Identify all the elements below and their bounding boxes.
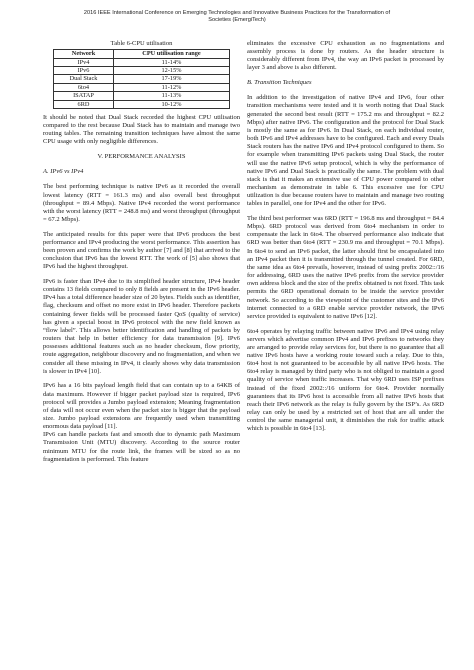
subsection-heading-transition-techniques: B. Transition Techniques: [247, 79, 312, 87]
table-header-network: Network: [54, 50, 114, 58]
table-cell: 11-14%: [114, 58, 230, 66]
table-cell: Dual Stack: [54, 75, 114, 83]
table-cell: 11-12%: [114, 83, 230, 91]
table-row: [54, 58, 230, 66]
paragraph-mtu-discovery: IPv6 can handle packets fast and smooth due to dynamic path Maximum Transmission Unit (MTU) discovery. According to the source router minimum MTU for the route link, the frames will be sized so as no fragmentation is performed. This feature: [43, 431, 240, 463]
paragraph-anticipated-results: The anticipated results for this paper were that IPv6 produces the best performance and IPv4 producing the worst performance. This assertion has been proven and confirms the work by author [7] and [8] that arrived to the conclusion that IPv6 has the lowest RTT. The work of [5] also shows that IPv6 had the highest throughput.: [43, 230, 240, 271]
table-cell: 10-12%: [114, 100, 230, 108]
table-caption: Table 6-CPU utilisation: [110, 40, 173, 47]
subsection-heading-ipv6-vs-ipv4: A. IPv6 vs IPv4: [43, 168, 84, 176]
paragraph-cpu-exhaustion: eliminates the excessive CPU exhaustion as no fragmentations and assembly process is done by routers. As the header structure is considerably different from IPv4, the way an IPv6 packet is processed by layer 3 and above is also different.: [247, 40, 444, 72]
table-row: [54, 75, 230, 83]
right-column: [247, 40, 444, 440]
table-row: [54, 92, 230, 100]
cpu-utilisation-table: [53, 49, 230, 109]
paragraph-dual-stack: In addition to the investigation of native IPv4 and IPv6, four other transition mechanisms were tested and it is worth noting that Dual Stack generated the second best result (RTT = 175.2 ms and throughput = 82.2 Mbps) after native IPv6. The configuration and the protocol for Dual Stack is mostly the same as for IPv6. In Dual Stack, on each individual router, both IPv6 and IPv4 addresses have to be configured. Each and every Duals Stack routers has the native IPv6 and IPv4 protocol configured to them. So for example when transmitting IPv6 packets using Dual Stack, the router will use the native IPv6 setup protocol, which is why the performance of native IPv6 and Dual Stack is practically the same. The problem with dual stack is that it makes an extensive use of CPU power compared to other mechanism as demonstrate in table 6. This excessive use for CPU utilization is due because routers have to maintain and manage two routing tables in parallel, one for IPv4 and the other for IPv6.: [247, 94, 444, 208]
table-cell: IPv4: [54, 58, 114, 66]
paragraph-6to4-relay: 6to4 operates by relaying traffic between native IPv6 and IPv4 using relay servers which advertise common IPv4 and IPv6 prefixes to networks they are arranged to provide relay services for, but there is no guarantee that all native IPv6 hosts have a working route toward such a relay. Due to this, 6to4 host is not guaranteed to be accessible by all native IPv6 hosts. The 6to4 relay is managed by third party who is not obliged to maintain a good quality of service when traffic increases. That why 6RD uses ISP prefixes instead of the fixed 2002::/16 uniform for 6to4. Provider normally guarantees that its IPv6 host is accessible from all native IPv6 hosts that reach their IPv6 network as the relay is fully govern by the ISP’s. As 6RD relay can only be used by a restricted set of host that are all under the control the same managerial unit, it diminishes the risk for traffic attack which is possible in 6to4 [13].: [247, 327, 444, 433]
table-cell: 12-15%: [114, 66, 230, 74]
table-row: [54, 66, 230, 74]
table-cell: IPv6: [54, 66, 114, 74]
left-column: [43, 40, 240, 464]
table-cell: 6to4: [54, 83, 114, 91]
paragraph-best-performing: The best performing technique is native IPv6 as it recorded the overall lowest latency (RTT = 161.3 ms) and also overall best throughput (throughput = 89.4 Mbps). Native IPv4 recorded the worst performance with the worst latency (RTT = 248.8 ms) and worst throughput (throughput = 67.2 Mbps).: [43, 183, 240, 224]
table-cell: 6RD: [54, 100, 114, 108]
table-row: [54, 100, 230, 108]
table-cell: ISATAP: [54, 92, 114, 100]
conference-header: [40, 10, 434, 24]
table-cell: 17-19%: [114, 75, 230, 83]
section-heading-performance-analysis: V. PERFORMANCE ANALYSIS: [97, 153, 186, 161]
paragraph-payload-length: IPv6 has a 16 bits payload length field that can contain up to a 64KB of data maximum. However if bigger packet payload size is required, IPv6 protocol will provides a Jumbo payload extension; Meaning fragmentation of data will not occur even when the packet size is bigger that the payload size. Jumbo payload extensions are frequently used when transmitting enormous data payload [11].: [43, 382, 240, 431]
table-row: [54, 83, 230, 91]
conference-header-line-1: 2016 IEEE International Conference on Emerging Technologies and Innovative Business Practices for the Transformation of: [83, 10, 391, 16]
paragraph-dual-stack-cpu: It should be noted that Dual Stack recorded the highest CPU utilisation compared to the rest because Dual Stack has to maintain and manage two routing tables. The remaining transition techniques have almost the same CPU usage with only negligible differences.: [43, 114, 240, 146]
paragraph-ipv6-faster: IPv6 is faster than IPv4 due to its simplified header structure, IPv4 header contains 13 fields compared to only 8 fields are present in the IPv6 header. IPv4 has a total difference header size of 20 bytes. Fields such as identifier, flag, checksum and offset no more exist in IPv6 header. Therefore packets containing fewer fields will be processed faster QoS (quality of service) has given a special boost in IPv6 protocol with the new field known as “flow label”. This allows better identification and handling of packets by routers that help in better efficiency for data transmission [9]. IPv6 possesses additional features such as no header checksum, flow priority, route aggregation, neighbour discovery and no fragmentation, and when we consider all these missing in IPv4, it clearly shows why data transmission is slower in IPv4 [10].: [43, 278, 240, 375]
table-header-cpu: CPU utilisation range: [114, 50, 230, 58]
table-cell: 11-13%: [114, 92, 230, 100]
paragraph-6rd: The third best performer was 6RD (RTT = 196.8 ms and throughput = 84.4 Mbps). 6RD protocol was derived from 6to4 mechanism in order to compensate the lack in 6to4. The observed performance also indicate that 6RD was better than 6to4 (RTT = 230.9 ms and throughput = 70.1 Mbps). In 6to4 to send an IPv6 packet, the latter should first be encapsulated into an IPv4 packet then it is transmitted through the tunnel created. For 6RD, the same idea as 6to4 prevails, however, instead of using prefix 2002::/16 for addressing, 6RD uses the native IPv6 prefix from the service provider own address block and the size of the prefix obtained is not fixed. This task permits the 6RD operational domain to be inside the service provider network. So according to the viewpoint of the customer sites and the IPv6 internet connected to a 6RD enable service provider network, the IPv6 service provided is equivalent to native IPv6 [12].: [247, 214, 444, 320]
table-header-row: [54, 50, 230, 58]
conference-header-line-2: Societies (EmergiTech): [208, 17, 266, 23]
